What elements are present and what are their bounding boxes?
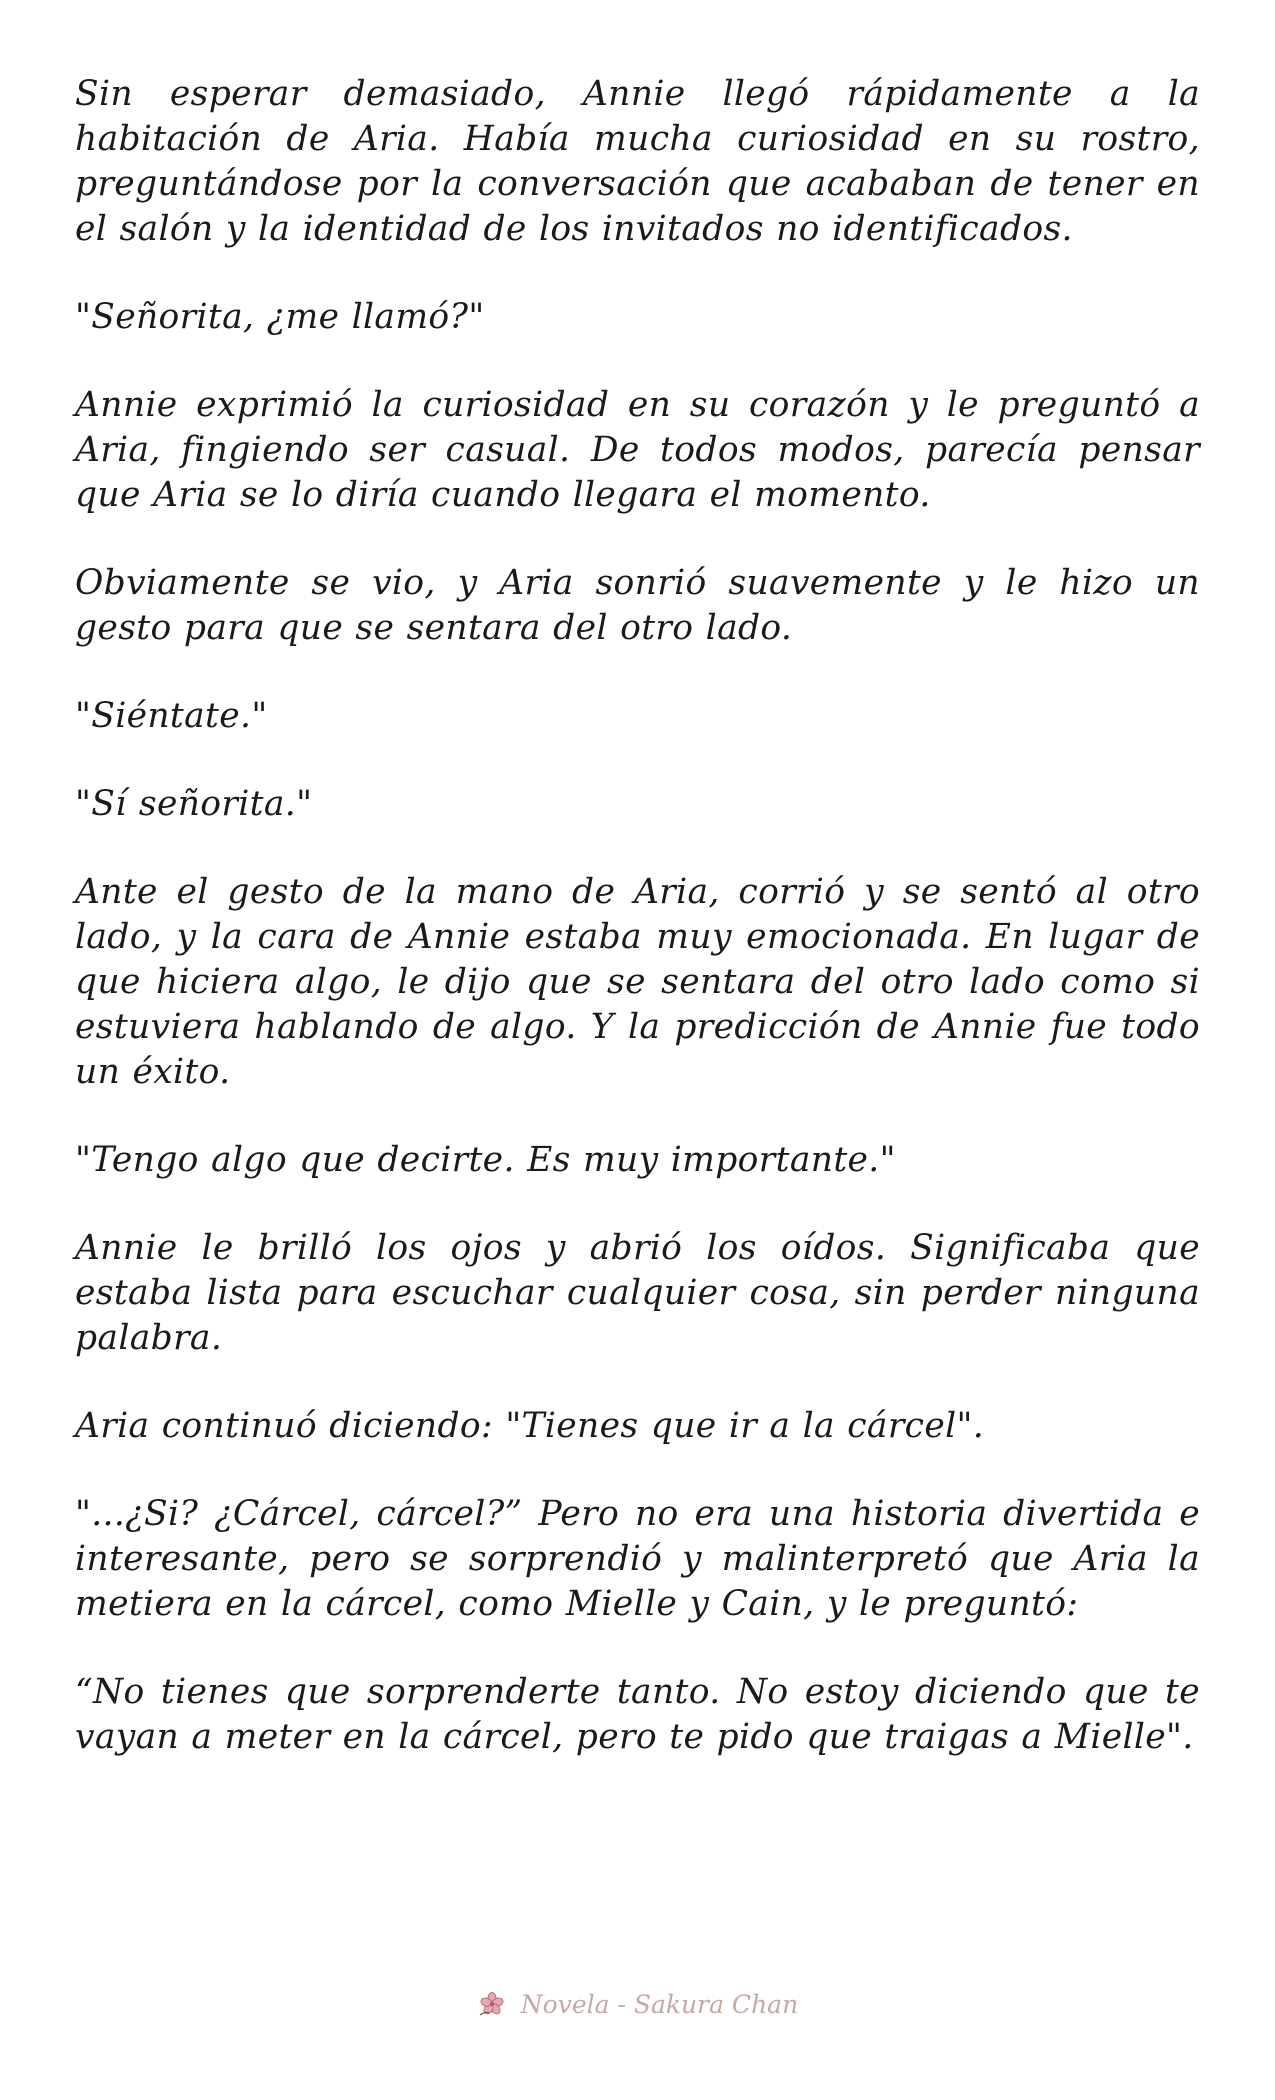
paragraph: Aria continuó diciendo: "Tienes que ir a la cárcel". (75, 1406, 985, 1446)
paragraph: Annie exprimió la curiosidad en su corazón y le preguntó a Aria, fingiendo ser casual. De todos modos, parecía pensar que Aria se lo diría cuando llegara el momento. (75, 385, 1200, 515)
paragraph: "Siéntate." (75, 696, 268, 736)
watermark-text: Novela - Sakura Chan (520, 1990, 799, 2019)
paragraph: Sin esperar demasiado, Annie llegó rápidamente a la habitación de Aria. Había mucha curiosidad en su rostro, preguntándose por la conversación que acababan de tener en el salón y la identidad de los invitados no identificados. (75, 74, 1200, 249)
watermark (0, 1990, 1275, 2019)
paragraph: "Tengo algo que decirte. Es muy importante." (75, 1140, 896, 1180)
paragraph: "Sí señorita." (75, 784, 313, 824)
document-body (75, 72, 1200, 1803)
paragraph: Obviamente se vio, y Aria sonrió suavemente y le hizo un gesto para que se sentara del otro lado. (75, 563, 1200, 648)
paragraph: "Señorita, ¿me llamó?" (75, 297, 485, 337)
paragraph: Annie le brilló los ojos y abrió los oídos. Significaba que estaba lista para escuchar cualquier cosa, sin perder ninguna palabra. (75, 1228, 1200, 1358)
paragraph: “No tienes que sorprenderte tanto. No estoy diciendo que te vayan a meter en la cárcel, pero te pido que traigas a Mielle". (75, 1672, 1200, 1757)
paragraph: Ante el gesto de la mano de Aria, corrió y se sentó al otro lado, y la cara de Annie estaba muy emocionada. En lugar de que hiciera algo, le dijo que se sentara del otro lado como si estuviera hablando de algo. Y la predicción de Annie fue todo un éxito. (75, 872, 1200, 1092)
paragraph: "...¿Si? ¿Cárcel, cárcel?” Pero no era una historia divertida e interesante, pero se sorprendió y malinterpretó que Aria la metiera en la cárcel, como Mielle y Cain, y le preguntó: (75, 1494, 1200, 1624)
sakura-flower-icon (477, 1991, 507, 2019)
